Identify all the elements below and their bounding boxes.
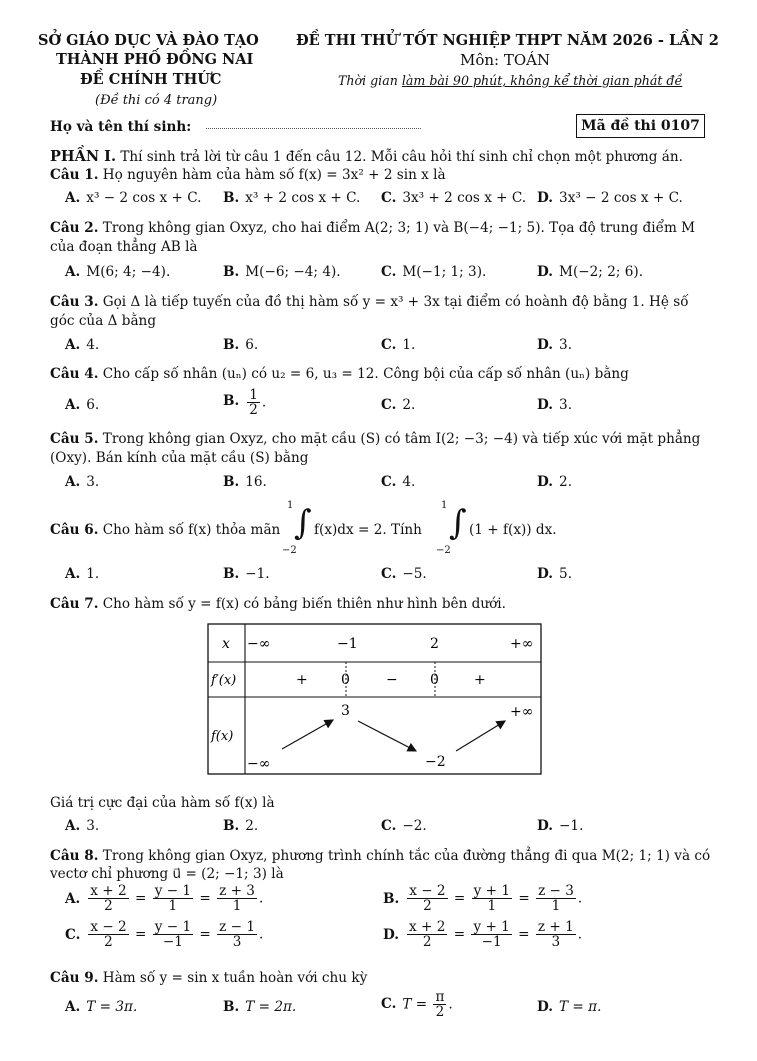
q6-int2-upper: 1 bbox=[441, 500, 448, 511]
q8-d-den-2: 3 bbox=[551, 934, 561, 951]
q7-b-lbl: B. bbox=[223, 818, 240, 834]
q1-label: Câu 1. bbox=[50, 167, 99, 183]
q5-line2: (Oxy). Bán kính của mặt cầu (S) bằng bbox=[50, 450, 309, 466]
vt-x-1: −1 bbox=[337, 636, 358, 652]
q1-option-a[interactable] bbox=[65, 190, 201, 206]
q5-d-lbl: D. bbox=[537, 474, 554, 490]
q8-d-num-1: y + 1 bbox=[473, 919, 510, 935]
q9-c-fraction bbox=[433, 990, 446, 1020]
q9-a-lbl: A. bbox=[65, 999, 81, 1015]
q8-b-eq bbox=[405, 883, 583, 915]
q6-int2-lower: −2 bbox=[436, 545, 451, 556]
question-8 bbox=[50, 848, 710, 864]
q8-c-den-2: 3 bbox=[232, 934, 242, 951]
question-7 bbox=[50, 596, 506, 612]
q9-a-text: T = 3π. bbox=[86, 999, 138, 1015]
q6-a-lbl: A. bbox=[65, 566, 81, 582]
arrow-down bbox=[358, 721, 416, 751]
q7-c-text: −2. bbox=[402, 818, 427, 834]
q7-after: Giá trị cực đại của hàm số f(x) là bbox=[50, 795, 275, 811]
q3-c-text: 1. bbox=[402, 337, 416, 353]
q5-label: Câu 5. bbox=[50, 431, 99, 447]
q6-a-text: 1. bbox=[86, 566, 100, 582]
q1-text: Họ nguyên hàm của hàm số f(x) = 3x² + 2 sin x là bbox=[98, 167, 446, 183]
q6-d-text: 5. bbox=[559, 566, 573, 582]
q8-d-eq bbox=[405, 919, 583, 951]
q8-c-den-1: −1 bbox=[162, 934, 183, 951]
q7-d-text: −1. bbox=[559, 818, 584, 834]
q8-c-den-0: 2 bbox=[104, 934, 113, 951]
official-exam-label: ĐỀ CHÍNH THỨC bbox=[80, 71, 222, 88]
q4-b-lbl: B. bbox=[223, 393, 240, 410]
dept-name: SỞ GIÁO DỤC VÀ ĐÀO TẠO bbox=[38, 32, 259, 49]
q8-line2: vectơ chỉ phương u⃗ = (2; −1; 3) là bbox=[50, 866, 284, 882]
q8-option-a[interactable] bbox=[65, 884, 263, 914]
q2-label: Câu 2. bbox=[50, 220, 99, 236]
q5-a-text: 3. bbox=[86, 474, 100, 490]
q8-c-eq bbox=[86, 919, 264, 951]
q8-option-d[interactable] bbox=[383, 920, 582, 950]
question-4 bbox=[50, 366, 629, 382]
q8-a-den-0: 2 bbox=[104, 898, 113, 915]
q6-option-a[interactable] bbox=[65, 566, 99, 582]
q4-b-tail: . bbox=[261, 394, 267, 411]
q7-a-text: 3. bbox=[86, 818, 100, 834]
student-name-line[interactable] bbox=[206, 128, 421, 129]
q9-c-tail: . bbox=[448, 996, 453, 1013]
q4-option-d[interactable] bbox=[537, 397, 572, 413]
equals-sign: = bbox=[449, 890, 470, 907]
q6-label: Câu 6. bbox=[50, 522, 99, 538]
q6-int1-upper: 1 bbox=[287, 500, 294, 511]
q4-d-text: 3. bbox=[559, 397, 573, 413]
q8-c-num-2: z − 1 bbox=[219, 919, 255, 935]
q3-option-c[interactable] bbox=[381, 337, 415, 353]
q8-d-den-0: 2 bbox=[422, 934, 432, 951]
q6-c-text: −5. bbox=[402, 566, 427, 582]
q2-option-a[interactable] bbox=[65, 264, 170, 280]
vt-fp-2: − bbox=[386, 672, 398, 688]
q2-option-b[interactable] bbox=[223, 264, 341, 280]
q1-c-lbl: C. bbox=[381, 190, 397, 206]
q9-label: Câu 9. bbox=[50, 970, 99, 986]
time-note-a: Thời gian bbox=[338, 73, 402, 88]
q8-b-frac-0 bbox=[407, 884, 447, 914]
q1-d-text: 3x³ − 2 cos x + C. bbox=[559, 190, 683, 206]
q8-line1: Trong không gian Oxyz, phương trình chính tắc của đường thẳng đi qua M(2; 1; 1) và có bbox=[98, 848, 711, 864]
q7-option-c[interactable] bbox=[381, 818, 427, 834]
q2-b-lbl: B. bbox=[223, 264, 240, 280]
q8-c-num-1: y − 1 bbox=[154, 919, 192, 935]
equals-sign: = bbox=[513, 926, 534, 943]
q1-option-c[interactable] bbox=[381, 190, 526, 206]
period: . bbox=[259, 926, 264, 943]
q8-c-frac-1 bbox=[153, 920, 193, 950]
q9-c-num: π bbox=[435, 989, 445, 1005]
q4-a-lbl: A. bbox=[65, 397, 81, 413]
q8-b-num-2: z − 3 bbox=[538, 883, 574, 899]
q1-c-text: 3x³ + 2 cos x + C. bbox=[402, 190, 527, 206]
time-note-b: làm bài 90 phút, không kể thời gian phát đề bbox=[401, 73, 683, 88]
q1-d-lbl: D. bbox=[537, 190, 554, 206]
vt-f-3: +∞ bbox=[510, 704, 534, 720]
q8-b-frac-2 bbox=[536, 884, 576, 914]
q8-a-den-2: 1 bbox=[232, 898, 242, 915]
q5-d-text: 2. bbox=[559, 474, 573, 490]
q9-option-a[interactable] bbox=[65, 999, 137, 1015]
q1-option-b[interactable] bbox=[223, 190, 360, 206]
q8-b-num-1: y + 1 bbox=[473, 883, 511, 899]
q4-option-a[interactable] bbox=[65, 397, 99, 413]
q9-c-den: 2 bbox=[435, 1004, 445, 1021]
q9-b-lbl: B. bbox=[223, 999, 240, 1015]
q8-b-frac-1 bbox=[472, 884, 512, 914]
vt-x-label: x bbox=[222, 636, 230, 652]
q4-label: Câu 4. bbox=[50, 366, 99, 382]
q3-b-lbl: B. bbox=[223, 337, 240, 353]
q9-c-pre: T = bbox=[402, 996, 432, 1013]
vt-f-1: 3 bbox=[341, 703, 350, 719]
q2-a-text: M(6; 4; −4). bbox=[86, 264, 171, 280]
vt-fp-label: f′(x) bbox=[211, 673, 237, 688]
q8-d-frac-0 bbox=[407, 920, 447, 950]
time-note bbox=[338, 73, 682, 88]
q9-c-lbl: C. bbox=[381, 996, 397, 1013]
q3-option-b[interactable] bbox=[223, 337, 258, 353]
q7-option-a[interactable] bbox=[65, 818, 99, 834]
q8-a-num-0: x + 2 bbox=[90, 883, 127, 899]
q2-b-text: M(−6; −4; 4). bbox=[245, 264, 341, 280]
question-6 bbox=[50, 522, 280, 538]
q3-d-lbl: D. bbox=[537, 337, 554, 353]
q9-option-b[interactable] bbox=[223, 999, 296, 1015]
vt-x-2: 2 bbox=[430, 636, 439, 652]
q8-a-frac-1 bbox=[153, 884, 193, 914]
q6-b-lbl: B. bbox=[223, 566, 240, 582]
q2-line2: của đoạn thẳng AB là bbox=[50, 239, 198, 255]
q5-line1: Trong không gian Oxyz, cho mặt cầu (S) có tâm I(2; −3; −4) và tiếp xúc với mặt phẳng bbox=[98, 431, 701, 447]
q9-option-d[interactable] bbox=[537, 999, 601, 1015]
q3-a-text: 4. bbox=[86, 337, 100, 353]
part1-text: Thí sinh trả lời từ câu 1 đến câu 12. Mỗi câu hỏi thí sinh chỉ chọn một phương án. bbox=[116, 149, 683, 165]
q8-a-eq bbox=[86, 883, 264, 915]
q3-d-text: 3. bbox=[559, 337, 573, 353]
vt-fp-0: + bbox=[296, 672, 308, 688]
q9-d-lbl: D. bbox=[537, 999, 554, 1015]
q8-d-num-0: x + 2 bbox=[409, 919, 446, 935]
q2-option-d[interactable] bbox=[537, 264, 643, 280]
q6-pre: Cho hàm số f(x) thỏa mãn bbox=[98, 522, 281, 538]
part1-title: PHẦN I. bbox=[50, 148, 116, 165]
q2-option-c[interactable] bbox=[381, 264, 486, 280]
exam-title: ĐỀ THI THỬ TỐT NGHIỆP THPT NĂM 2026 - LẦN 2 bbox=[296, 32, 719, 49]
q7-d-lbl: D. bbox=[537, 818, 554, 834]
q9-text: Hàm số y = sin x tuần hoàn với chu kỳ bbox=[98, 970, 368, 986]
subject-label: Môn: TOÁN bbox=[460, 51, 551, 69]
q7-option-d[interactable] bbox=[537, 818, 583, 834]
period: . bbox=[258, 890, 264, 907]
q4-b-num: 1 bbox=[249, 387, 258, 403]
question-9 bbox=[50, 970, 367, 986]
equals-sign: = bbox=[195, 890, 216, 907]
q8-a-frac-2 bbox=[217, 884, 257, 914]
q4-b-den: 2 bbox=[249, 402, 258, 419]
q2-d-lbl: D. bbox=[537, 264, 554, 280]
variation-table bbox=[0, 618, 757, 818]
q2-c-text: M(−1; 1; 3). bbox=[402, 264, 487, 280]
page-count-note: (Đề thi có 4 trang) bbox=[95, 93, 218, 108]
vt-fp-1: 0 bbox=[341, 672, 350, 688]
q1-b-text: x³ + 2 cos x + C. bbox=[245, 190, 361, 206]
q8-a-frac-0 bbox=[88, 884, 128, 914]
q6-c-lbl: C. bbox=[381, 566, 397, 582]
equals-sign: = bbox=[449, 926, 470, 943]
integral-sign-1: ∫ bbox=[294, 503, 312, 543]
q3-line2: góc của Δ bằng bbox=[50, 313, 157, 329]
q4-option-b[interactable] bbox=[223, 388, 266, 418]
q8-option-c[interactable] bbox=[65, 920, 263, 950]
q4-c-lbl: C. bbox=[381, 397, 397, 413]
vt-f-label: f(x) bbox=[211, 729, 234, 744]
q8-a-num-1: y − 1 bbox=[154, 883, 192, 899]
q3-c-lbl: C. bbox=[381, 337, 397, 353]
q8-label: Câu 8. bbox=[50, 848, 99, 864]
q6-b-text: −1. bbox=[245, 566, 270, 582]
q4-b-fraction bbox=[247, 388, 260, 418]
q5-option-c[interactable] bbox=[381, 474, 415, 490]
q8-c-frac-2 bbox=[217, 920, 257, 950]
q3-option-d[interactable] bbox=[537, 337, 572, 353]
question-2 bbox=[50, 220, 695, 236]
period: . bbox=[577, 890, 583, 907]
q5-option-d[interactable] bbox=[537, 474, 572, 490]
q6-int1-lower: −2 bbox=[282, 545, 297, 556]
q2-c-lbl: C. bbox=[381, 264, 397, 280]
arrow-up-1 bbox=[282, 720, 333, 749]
equals-sign: = bbox=[514, 890, 535, 907]
q4-a-text: 6. bbox=[86, 397, 100, 413]
q8-d-den-1: −1 bbox=[481, 934, 502, 951]
q4-text: Cho cấp số nhân (uₙ) có u₂ = 6, u₃ = 12. Công bội của cấp số nhân (uₙ) bằng bbox=[98, 366, 629, 382]
q1-option-d[interactable] bbox=[537, 190, 683, 206]
equals-sign: = bbox=[195, 926, 216, 943]
q8-option-b[interactable] bbox=[383, 884, 582, 914]
vt-f-2: −2 bbox=[425, 754, 446, 770]
q8-c-num-0: x − 2 bbox=[90, 919, 127, 935]
vt-fp-4: + bbox=[474, 672, 486, 688]
q4-c-text: 2. bbox=[402, 397, 416, 413]
q9-b-text: T = 2π. bbox=[245, 999, 297, 1015]
q5-option-b[interactable] bbox=[223, 474, 267, 490]
integral-sign-2: ∫ bbox=[449, 503, 467, 543]
q8-d-frac-2 bbox=[536, 920, 576, 950]
q7-b-text: 2. bbox=[245, 818, 259, 834]
q3-label: Câu 3. bbox=[50, 294, 99, 310]
q4-option-c[interactable] bbox=[381, 397, 415, 413]
q7-label: Câu 7. bbox=[50, 596, 99, 612]
q1-b-lbl: B. bbox=[223, 190, 240, 206]
equals-sign: = bbox=[130, 926, 151, 943]
q9-d-text: T = π. bbox=[559, 999, 602, 1015]
q5-a-lbl: A. bbox=[65, 474, 81, 490]
q8-b-den-2: 1 bbox=[551, 898, 561, 915]
q8-a-num-2: z + 3 bbox=[219, 883, 255, 899]
q5-option-a[interactable] bbox=[65, 474, 99, 490]
arrow-up-2 bbox=[456, 721, 505, 751]
vt-fp-3: 0 bbox=[430, 672, 439, 688]
q2-d-text: M(−2; 2; 6). bbox=[559, 264, 644, 280]
q4-d-lbl: D. bbox=[537, 397, 554, 413]
vt-x-3: +∞ bbox=[510, 636, 534, 652]
part1-heading bbox=[50, 148, 683, 165]
q7-text: Cho hàm số y = f(x) có bảng biến thiên như hình bên dưới. bbox=[98, 596, 506, 612]
q8-d-frac-1 bbox=[471, 920, 511, 950]
q6-option-c[interactable] bbox=[381, 566, 427, 582]
q7-a-lbl: A. bbox=[65, 818, 81, 834]
q8-b-den-1: 1 bbox=[487, 898, 497, 915]
q5-c-text: 4. bbox=[402, 474, 416, 490]
vt-f-0: −∞ bbox=[247, 756, 271, 772]
period: . bbox=[577, 926, 583, 943]
q7-c-lbl: C. bbox=[381, 818, 397, 834]
exam-code-box: Mã đề thi 0107 bbox=[576, 114, 705, 138]
q8-c-lbl: C. bbox=[65, 926, 81, 943]
q3-line1: Gọi Δ là tiếp tuyến của đồ thị hàm số y = x³ + 3x tại điểm có hoành độ bằng 1. Hệ số bbox=[98, 294, 689, 310]
q5-b-lbl: B. bbox=[223, 474, 240, 490]
q8-c-frac-0 bbox=[88, 920, 128, 950]
q2-line1: Trong không gian Oxyz, cho hai điểm A(2; 3; 1) và B(−4; −1; 5). Tọa độ trung điểm M bbox=[98, 220, 696, 236]
question-1 bbox=[50, 167, 446, 183]
q6-option-d[interactable] bbox=[537, 566, 572, 582]
q6-int1-text: f(x)dx = 2. Tính bbox=[314, 522, 422, 538]
q7-option-b[interactable] bbox=[223, 818, 258, 834]
q3-option-a[interactable] bbox=[65, 337, 99, 353]
q1-a-text: x³ − 2 cos x + C. bbox=[86, 190, 202, 206]
q8-a-lbl: A. bbox=[65, 890, 81, 907]
question-3 bbox=[50, 294, 689, 310]
q5-b-text: 16. bbox=[245, 474, 267, 490]
q8-b-den-0: 2 bbox=[423, 898, 432, 915]
q3-b-text: 6. bbox=[245, 337, 259, 353]
q3-a-lbl: A. bbox=[65, 337, 81, 353]
q8-d-num-2: z + 1 bbox=[537, 919, 574, 935]
vt-x-0: −∞ bbox=[247, 636, 271, 652]
q8-b-lbl: B. bbox=[383, 890, 400, 907]
question-5 bbox=[50, 431, 700, 447]
q8-d-lbl: D. bbox=[383, 926, 400, 943]
q8-b-num-0: x − 2 bbox=[409, 883, 446, 899]
q2-a-lbl: A. bbox=[65, 264, 81, 280]
q6-option-b[interactable] bbox=[223, 566, 270, 582]
city-name: THÀNH PHỐ ĐỒNG NAI bbox=[56, 51, 254, 68]
student-name-label: Họ và tên thí sinh: bbox=[50, 119, 192, 135]
q8-a-den-1: 1 bbox=[168, 898, 178, 915]
q6-d-lbl: D. bbox=[537, 566, 554, 582]
q1-a-lbl: A. bbox=[65, 190, 81, 206]
q5-c-lbl: C. bbox=[381, 474, 397, 490]
q6-int2-text: (1 + f(x)) dx. bbox=[469, 522, 557, 538]
q9-option-c[interactable] bbox=[381, 990, 453, 1020]
equals-sign: = bbox=[130, 890, 151, 907]
